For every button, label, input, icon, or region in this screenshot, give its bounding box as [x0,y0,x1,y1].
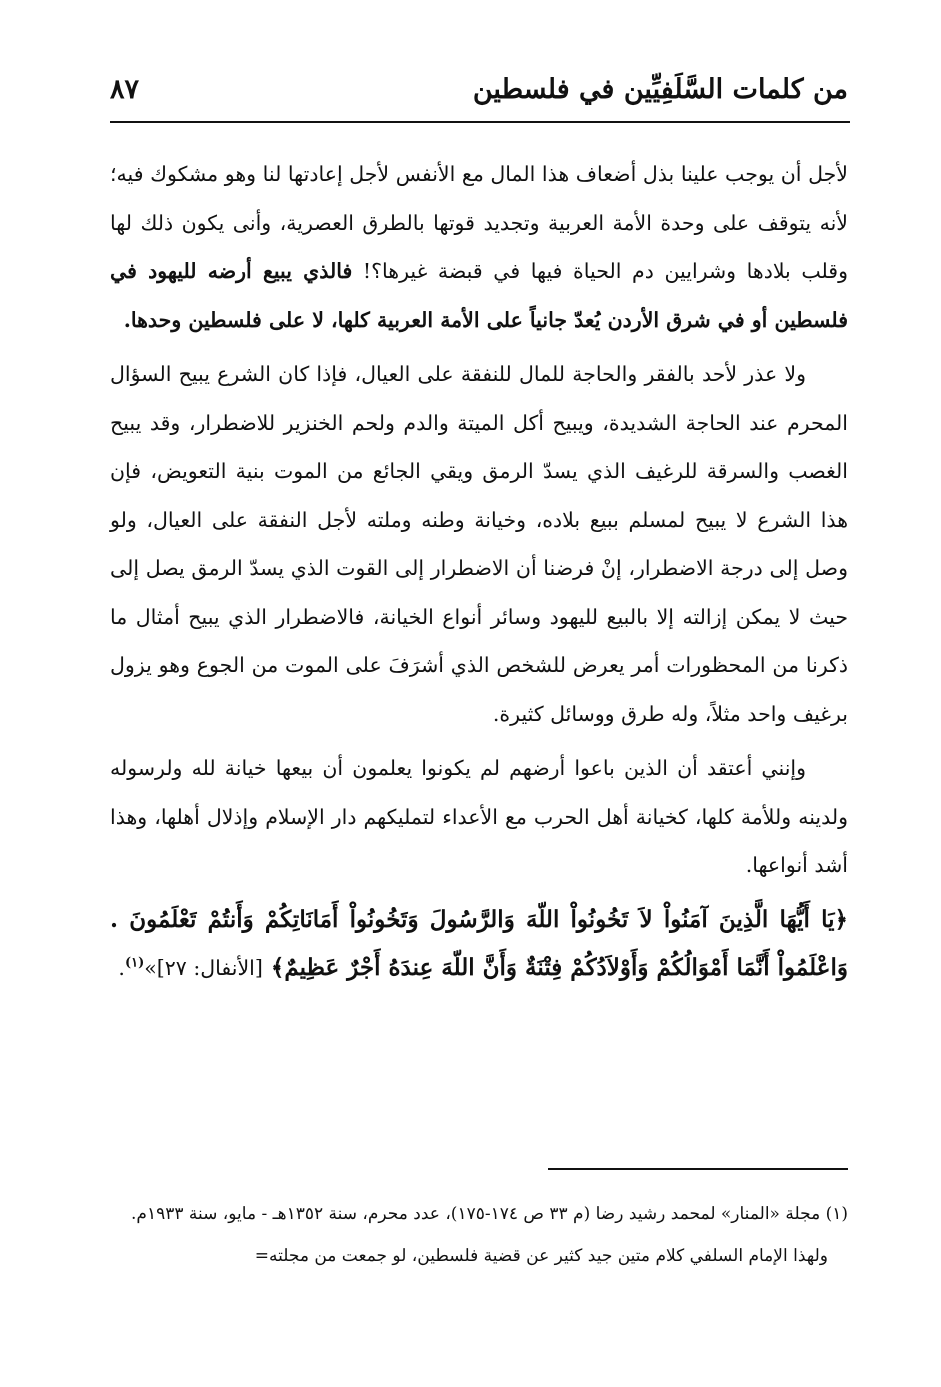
footnote-1: (١) مجلة «المنار» لمحمد رشيد رضا (م ٣٣ ص ١٧٤-١٧٥)، عدد محرم، سنة ١٣٥٢هـ - مايو، سنة ١٩٣٣م. [131,1204,848,1224]
paragraph-1-text: لأجل أن يوجب علينا بذل أضعاف هذا المال مع الأنفس لأجل إعادتها لنا وهو مشكوك فيه؛ لأنه يتوقف على وحدة الأمة العربية وتجديد قوتها بالطرق العصرية، وأنى يكون ذلك لها وقلب بلادها وشرايين دم الحياة فيها في قبضة غيرها؟! [110,162,848,283]
verse-text: ﴿يَا أَيُّهَا الَّذِينَ آمَنُواْ لاَ تَخُونُواْ اللّهَ وَالرَّسُولَ وَتَخُونُواْ أَمَانَاتِكُمْ وَأَنتُمْ تَعْلَمُونَ . وَاعْلَمُواْ أَنَّمَا أَمْوَالُكُمْ وَأَوْلاَدُكُمْ فِتْنَةٌ وَأَنَّ اللّهَ عِندَهُ أَجْرٌ عَظِيمٌ﴾ [110,905,848,981]
footnote-rule [548,1168,848,1170]
paragraph-3: وإنني أعتقد أن الذين باعوا أرضهم لم يكونوا يعلمون أن بيعها خيانة لله ولرسوله ولدينه وللأمة كلها، كخيانة أهل الحرب مع الأعداء لتمليكهم دار الإسلام وإذلال أهلها، وهذا أشد أنواعها. [110,756,848,877]
footnote-1-continuation: ولهذا الإمام السلفي كلام متين جيد كثير عن قضية فلسطين، لو جمعت من مجلته= [254,1246,828,1266]
footnotes [110,1196,848,1274]
page-header [110,68,848,116]
paragraph-1 [110,150,848,344]
page-number: ٨٧ [110,74,140,105]
paragraph-2: ولا عذر لأحد بالفقر والحاجة للمال للنفقة على العيال، فإذا كان الشرع يبيح السؤال المحرم عند الحاجة الشديدة، ويبيح أكل الميتة والدم ولحم الخنزير للاضطرار، وقد يبيح الغصب والسرقة للرغيف الذي يسدّ الرمق ويقي الجائع من الموت بنية التعويض، فإن هذا الشرع لا يبيح لمسلم ببيع بلاده، وخيانة وطنه وملته لأجل النفقة على العيال، ولو وصل إلى درجة الاضطرار، إنْ فرضنا أن الاضطرار إلى القوت الذي يسدّ الرمق يصل إلى حيث لا يمكن إزالته إلا بالبيع لليهود وسائر أنواع الخيانة، فالاضطرار الذي يبيح أمثال ما ذكرنا من المحظورات أمر يعرض للشخص الذي أشرَفَ على الموت من الجوع وهو يزول برغيف واحد مثلاً، وله طرق ووسائل كثيرة. [110,362,848,726]
paragraph-1-emphasis: فالذي يبيع أرضه لليهود في فلسطين أو في شرق الأردن يُعدّ جانياً على الأمة العربية كلها، لا على فلسطين وحدها. [110,259,848,332]
verse-reference: [الأنفال: ٢٧]» [144,955,263,980]
quran-verse [110,896,848,992]
verse-end: . [118,955,125,980]
footnote-marker: (١) [124,954,145,970]
running-title: من كلمات السَّلَفِيِّين في فلسطين [472,74,848,105]
header-rule [110,121,850,123]
body-text [110,150,848,992]
